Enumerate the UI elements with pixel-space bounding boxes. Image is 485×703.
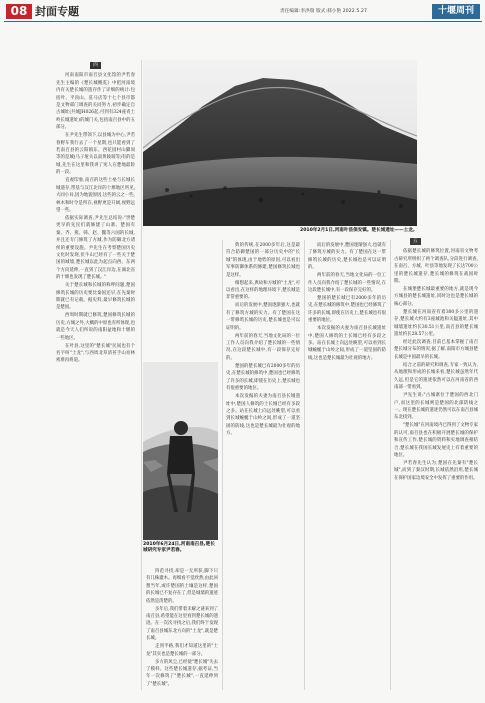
photo-caption-mid: 2010年6月24日,河南南召县,楚长城研究专家尹若春。 [143, 542, 215, 554]
header-rule [4, 21, 482, 22]
landscape-photo-great-wall-earthwork [143, 60, 417, 226]
paragraph: 本次发掘的夫妻为南召县长城遗址中,楚国人修筑的土长城已经有多段之多。站在长城上向远处眺望,可以看到长城蜿蜒于山岭之间,形成了一道坚固的防线,这也是楚长城最为壮观的地方。 [308, 326, 386, 361]
paragraph: 结合之前的研究和调查,专家一致认为,从地理和形成的长城来看,楚长城虽然年代久远,但是它的遗迹依然可以在河南省的西南部一带看到。 [394, 362, 478, 391]
article-column-3 [226, 242, 300, 692]
page-number: 08 [6, 4, 32, 19]
paragraph: 楚长城在河南省有着300多公里的遗存,楚长城大约有3座城池和关隘遗址,其中城墙遗址约长30.51公里,南召县的楚长城遗址约长28.57公里。 [394, 309, 478, 338]
paragraph: 楚国的楚长城已有2000多年的历史,在楚长城的修筑中,楚国也已经修筑了许多的长城,即使在历史上,楚长城也有很重要的地位。 [226, 363, 300, 392]
paragraph: 依据实际调查,尹先生总结说:"世楚更早的先民们就修建了山寨。楚国有秦、齐、燕、韩、赵、魏等六国的长城,并且还专门修筑了方城,作为防御北方诸侯的重要设施。尹先生在考察楚国历史文化时发现,伏牛山已经有了一些关于楚国的城墙,楚长城以此为起点向西、东两个方向延伸,一直到了汉江岸边,在湖北省的十堰也发现了楚长城。" [56, 215, 135, 281]
column-1-text [56, 72, 135, 364]
paragraph: 多年后,我们带着未解之谜来到了南召县,希望能在这里看到楚长城的遗迹。在一次次寻找之后,我们终于发现了南召县城东北方向的"土龙",就是楚长城。 [146, 606, 218, 642]
paragraph: 直观印象,南召的这些土垒与长城长城遗存,带基与汉江北岸的十堰地区所见,大同小异,因为地貌原因,这些的云之一些,林木和时令是所在,视野更是开阔,视野远望一些。 [56, 178, 135, 213]
column-divider [141, 60, 142, 690]
paragraph: 走到半路,我们才知道这里的"土龙"其实也是楚长城的一部分。 [146, 644, 218, 657]
paragraph: 楚国的楚长城已有2000多年的历史,在楚长城的修筑中,楚国也已经修筑了许多的长城,即使在历史上,楚长城也有很重要的地位。 [308, 296, 386, 324]
paragraph: 典的传统,在2000多年后,这是最符合防御楚国的一部分历史中的"长城"的体现,由于地势的原因,可以看出军事防御体系的修建,楚国修筑长城也是这样。 [226, 243, 300, 278]
paragraph: 多方的风尘,已经使"楚长城"失去了模样。这些楚长城遗存,据考证,当年一次修筑了"楚长城",一直延伸到了"楚长城"。 [146, 659, 218, 687]
portrait-photo-svg [143, 362, 218, 540]
paragraph: 两年前的春天,当地文化局的一位工作人员向我介绍了楚长城的一些情况,在这段楚长城中,有一段保存完好的。 [308, 273, 386, 294]
column-divider [390, 240, 391, 690]
article-column-2 [146, 568, 218, 692]
photo-caption-top: 2010年2月1日,河南叶县保安镇。楚长城遗址——土龙。 [300, 228, 418, 233]
paragraph: 而后的发展中,楚国逐渐强大,也就有了修筑方城的实力。有了楚国在这一带修筑长城的历史,楚长城也是可以证明的。 [308, 243, 386, 271]
newspaper-brand: 十堰周刊 [432, 4, 480, 19]
paragraph: 本次发掘的夫妻为南召县长城遗址中,楚国人修筑的土长城已经有多段之多。站在长城上向远处眺望,可以看到长城蜿蜒于山岭之间,形成了一道坚固的防线,这也是楚长城最为壮观的地方。 [226, 394, 300, 437]
paragraph: 在城堡楚长城最重要的地方,就是现今方城县的楚长城遗址,同时这也是楚长城的核心部分。 [394, 287, 478, 307]
paragraph: 细想起来,典故和方城的"土龙",可以看出,在这样的地理环境下,楚长城是非常重要的。 [226, 280, 300, 301]
paragraph: 关于楚长城和长城的称呼问题,楚国修筑长城的历史要比秦国还早,在先秦时期就已有记载。据史料,最早修筑长城的是楚国。 [56, 283, 135, 311]
section-title: 封面专题 [35, 5, 79, 18]
paragraph: 西周时期就已修筑,楚国修筑长城的历史,方城之外,大概的中原也有所体现,也就是今天人们所说的南阳盆地和十堰的一些地区。 [56, 313, 135, 341]
article-column-1 [56, 60, 135, 692]
section-marker: 五 [410, 238, 478, 245]
paragraph: 河南南阳市南召县文化馆的尹若春先生主编的《楚长城概览》中把河南境内有关楚长城的遗存作了详细的统计:包括叶、平顶山、驻马店等十七个县市都是文物部门调查的关同努力,初步确定自古城址(共城JH026起,可到有324座青土岭长城遗址)的城门关,包括南召县中的五部分。 [56, 73, 135, 131]
column-divider [222, 240, 223, 690]
landscape-photo-svg [143, 60, 417, 226]
paragraph: 两年前的春天,当地文化局的一位工作人员向我介绍了楚长城的一些情况,在这段楚长城中,有一段保存完好的。 [226, 333, 300, 361]
column-divider [304, 240, 305, 690]
page-header [0, 0, 485, 22]
paragraph: 尹若春先生认为,楚国在先秦有"楚长城",而到了秦汉时期,长城依然沿用,楚长城在保护国家边境安全中发挥了重要的作用。 [394, 460, 478, 481]
article-column-4 [394, 236, 478, 692]
portrait-photo-researcher [143, 362, 218, 540]
editor-credits: 责任编辑:李洪瑞 版式:郝小艳 2022.5.27 [280, 9, 368, 14]
paragraph: 依据楚长城的修筑位置,河南省文物考古研究所组织了两个调查队,分段进行调查,在南召、方城、叶县等地发现了长达700公里的楚长城遗存,楚长城的修筑在战国时期。 [394, 249, 478, 285]
paragraph: 而后的发展中,楚国逐渐强大,也就有了修筑方城的实力。有了楚国在这一带修筑长城的历史,楚长城也是可以证明的。 [226, 303, 300, 331]
section-marker: 四 [56, 62, 135, 69]
paragraph: "楚长城"在河南境内已得到了文物专家的认可,南召县也在积极开展楚长城的保护和宣传工作,楚长城的资料和实地调查相结合,楚长城在我国长城发展史上有着重要的地位。 [394, 423, 478, 458]
article-column-3b [308, 242, 386, 692]
paragraph: 四范寻找,却是一无所获,脚下只有几株灌木。再细看不觉欣然,由此回想当年,或许楚国的土壤是这样,楚国的长城已不复存在了,但是城墙的遗迹依然是清楚的。 [146, 569, 218, 604]
paragraph: 经过此次调查,目前已基本掌握了南召楚长城分布的情况,据了解,南阳市方城县楚长城是中国最早的长城。 [394, 340, 478, 360]
paragraph: 在尹先生带领下,以县城为中心,尹若春野车我行去了一个星期,也只能看到了若南召县的云阳镇东、西花园村山脚间等的是城(马子垭关以南黄陵坡等)有的是城,先生在这里和我讲了宛人在楚地最险的一段。 [56, 133, 135, 176]
paragraph: 尹先生说:"古城寨位于楚国的西北门户,而这里的长城则是楚国的北部防线之一。现在楚长城的遗迹仍然可以在南召县城东北找到。 [394, 393, 478, 421]
paragraph: 在叶县,这里的"楚长城"民间也有个名字叫"土龙",与西周北草清苔手山亮林密难再将道。 [56, 343, 135, 364]
